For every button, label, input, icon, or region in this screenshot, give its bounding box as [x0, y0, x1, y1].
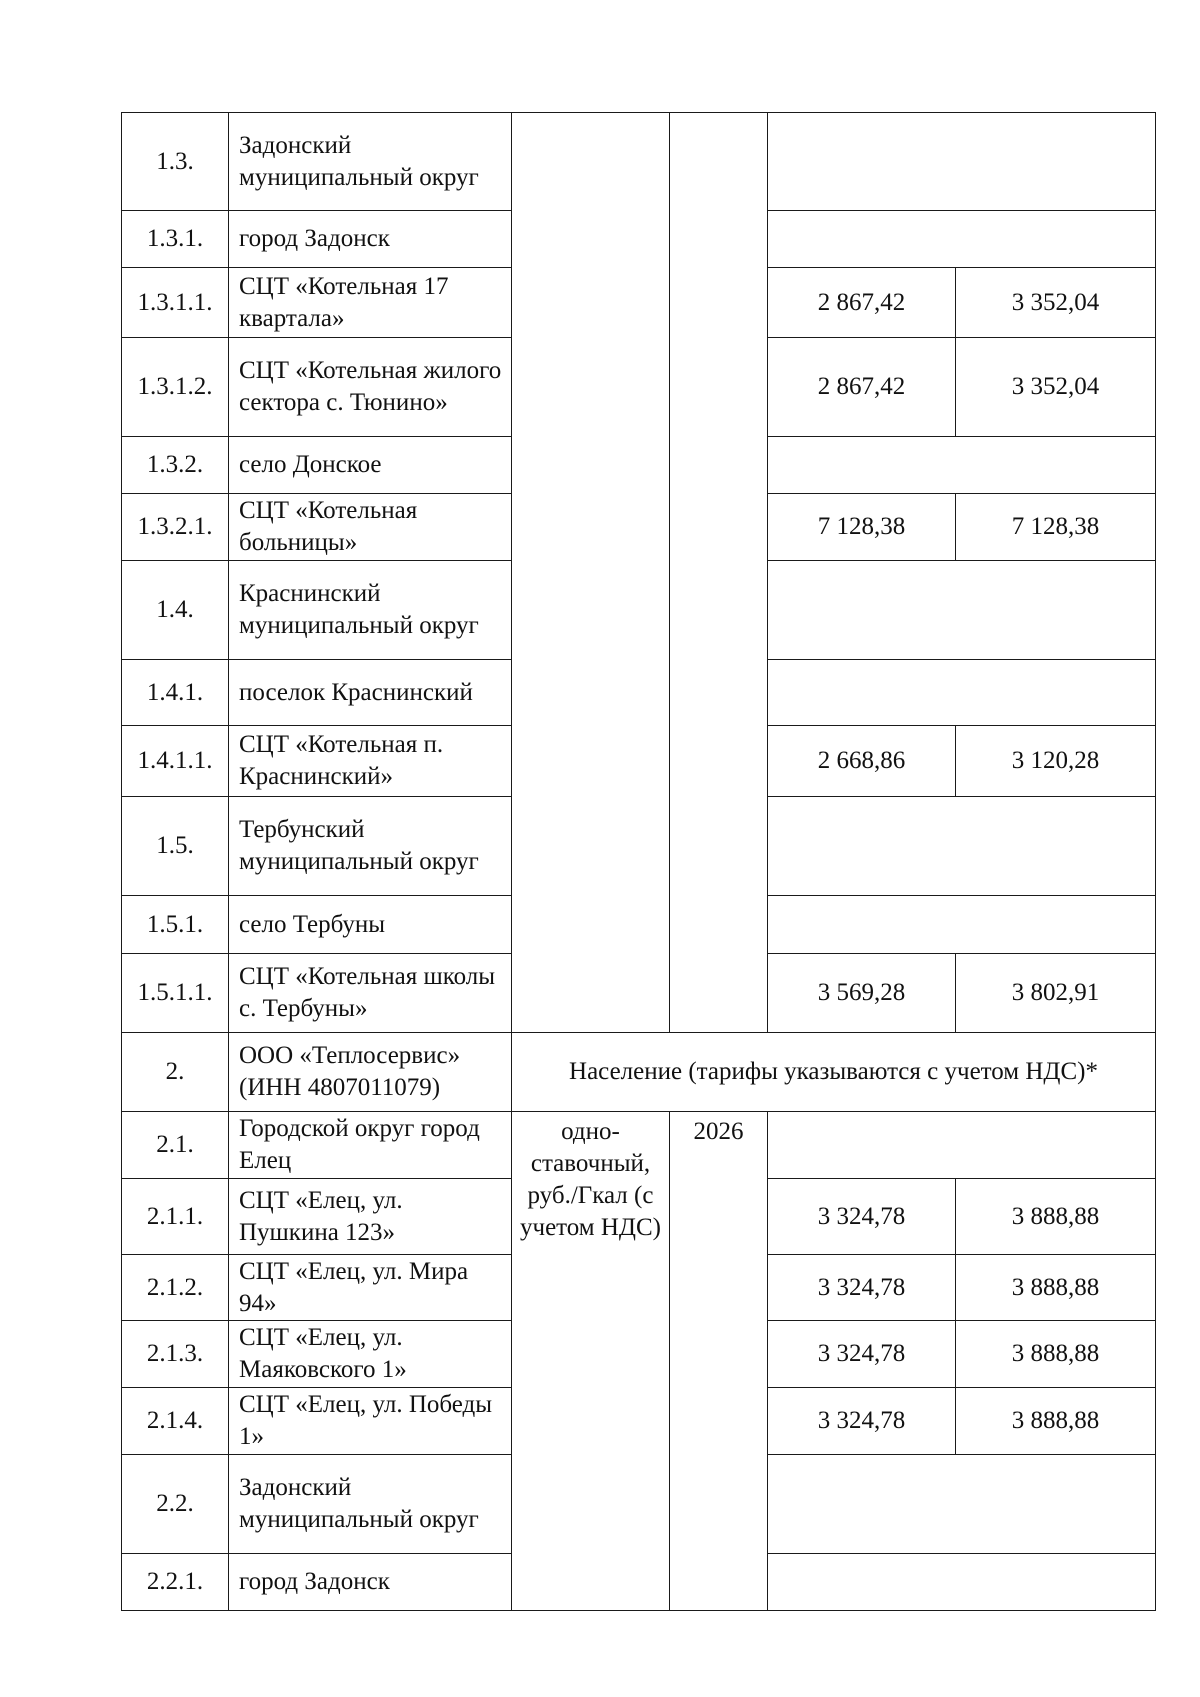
row-name: СЦТ «Котельная школы с. Тербуны» — [229, 954, 512, 1033]
value-cell-empty — [768, 660, 1156, 726]
row-name: Тербунский муниципальный округ — [229, 797, 512, 896]
tariff-value-2: 3 352,04 — [956, 338, 1156, 437]
row-name: СЦТ «Котельная жилого сектора с. Тюнино» — [229, 338, 512, 437]
tariff-value-2: 7 128,38 — [956, 494, 1156, 561]
tariff-value-2: 3 888,88 — [956, 1388, 1156, 1455]
tariff-value-1: 3 324,78 — [768, 1388, 956, 1455]
row-number: 1.5.1.1. — [122, 954, 229, 1033]
row-name: село Тербуны — [229, 896, 512, 954]
tariff-value-2: 3 888,88 — [956, 1179, 1156, 1255]
tariff-type: одно-ставочный, руб./Гкал (с учетом НДС) — [512, 1112, 670, 1611]
row-name: СЦТ «Котельная 17 квартала» — [229, 268, 512, 338]
value-cell-empty — [768, 113, 1156, 211]
row-number: 1.3.2. — [122, 437, 229, 494]
consumer-category: Население (тарифы указываются с учетом НДС)* — [512, 1033, 1156, 1112]
tariff-value-1: 3 324,78 — [768, 1321, 956, 1388]
row-number: 1.3.2.1. — [122, 494, 229, 561]
row-number: 1.4. — [122, 561, 229, 660]
tariff-value-2: 3 352,04 — [956, 268, 1156, 338]
value-cell-empty — [768, 797, 1156, 896]
tariff-year: 2026 — [670, 1112, 768, 1611]
row-number: 2.2.1. — [122, 1554, 229, 1611]
tariff-value-1: 2 867,42 — [768, 338, 956, 437]
row-name: СЦТ «Котельная п. Краснинский» — [229, 726, 512, 797]
org-header-row — [122, 1033, 1156, 1112]
row-name: город Задонск — [229, 1554, 512, 1611]
row-name: Городской округ город Елец — [229, 1112, 512, 1179]
tariff-value-1: 3 324,78 — [768, 1179, 956, 1255]
row-name: СЦТ «Елец, ул. Мира 94» — [229, 1255, 512, 1321]
row-number: 1.5.1. — [122, 896, 229, 954]
row-name: СЦТ «Котельная больницы» — [229, 494, 512, 561]
row-name: Задонский муниципальный округ — [229, 1455, 512, 1554]
tariff-value-1: 2 668,86 — [768, 726, 956, 797]
table-row — [122, 1112, 1156, 1179]
tariff-value-1: 2 867,42 — [768, 268, 956, 338]
row-name: село Донское — [229, 437, 512, 494]
tariff-value-2: 3 802,91 — [956, 954, 1156, 1033]
row-name: СЦТ «Елец, ул. Пушкина 123» — [229, 1179, 512, 1255]
row-number: 2.1.1. — [122, 1179, 229, 1255]
row-name: город Задонск — [229, 211, 512, 268]
row-number: 2.1.4. — [122, 1388, 229, 1455]
row-name: СЦТ «Елец, ул. Маяковского 1» — [229, 1321, 512, 1388]
row-number: 2.1.2. — [122, 1255, 229, 1321]
tariff-value-1: 3 324,78 — [768, 1255, 956, 1321]
row-number: 1.3.1.1. — [122, 268, 229, 338]
value-cell-empty — [768, 1455, 1156, 1554]
value-cell-empty — [768, 561, 1156, 660]
tariff-value-2: 3 888,88 — [956, 1321, 1156, 1388]
table-row — [122, 113, 1156, 211]
value-cell-empty — [768, 1112, 1156, 1179]
tariff-value-1: 3 569,28 — [768, 954, 956, 1033]
row-name: Краснинский муниципальный округ — [229, 561, 512, 660]
tariff-value-2: 3 888,88 — [956, 1255, 1156, 1321]
row-name: поселок Краснинский — [229, 660, 512, 726]
value-cell-empty — [768, 211, 1156, 268]
row-number: 2.1.3. — [122, 1321, 229, 1388]
tariff-value-2: 3 120,28 — [956, 726, 1156, 797]
row-number: 1.4.1.1. — [122, 726, 229, 797]
row-number: 1.4.1. — [122, 660, 229, 726]
tariff-type-cell-empty — [512, 113, 670, 1033]
value-cell-empty — [768, 1554, 1156, 1611]
tariff-value-1: 7 128,38 — [768, 494, 956, 561]
row-name: Задонский муниципальный округ — [229, 113, 512, 211]
row-name: СЦТ «Елец, ул. Победы 1» — [229, 1388, 512, 1455]
row-number: 2.2. — [122, 1455, 229, 1554]
row-number: 1.3. — [122, 113, 229, 211]
value-cell-empty — [768, 896, 1156, 954]
org-number: 2. — [122, 1033, 229, 1112]
row-number: 2.1. — [122, 1112, 229, 1179]
row-number: 1.3.1.2. — [122, 338, 229, 437]
year-cell-empty — [670, 113, 768, 1033]
value-cell-empty — [768, 437, 1156, 494]
tariff-table — [121, 112, 1156, 1611]
row-number: 1.5. — [122, 797, 229, 896]
org-name: ООО «Теплосервис» (ИНН 4807011079) — [229, 1033, 512, 1112]
row-number: 1.3.1. — [122, 211, 229, 268]
